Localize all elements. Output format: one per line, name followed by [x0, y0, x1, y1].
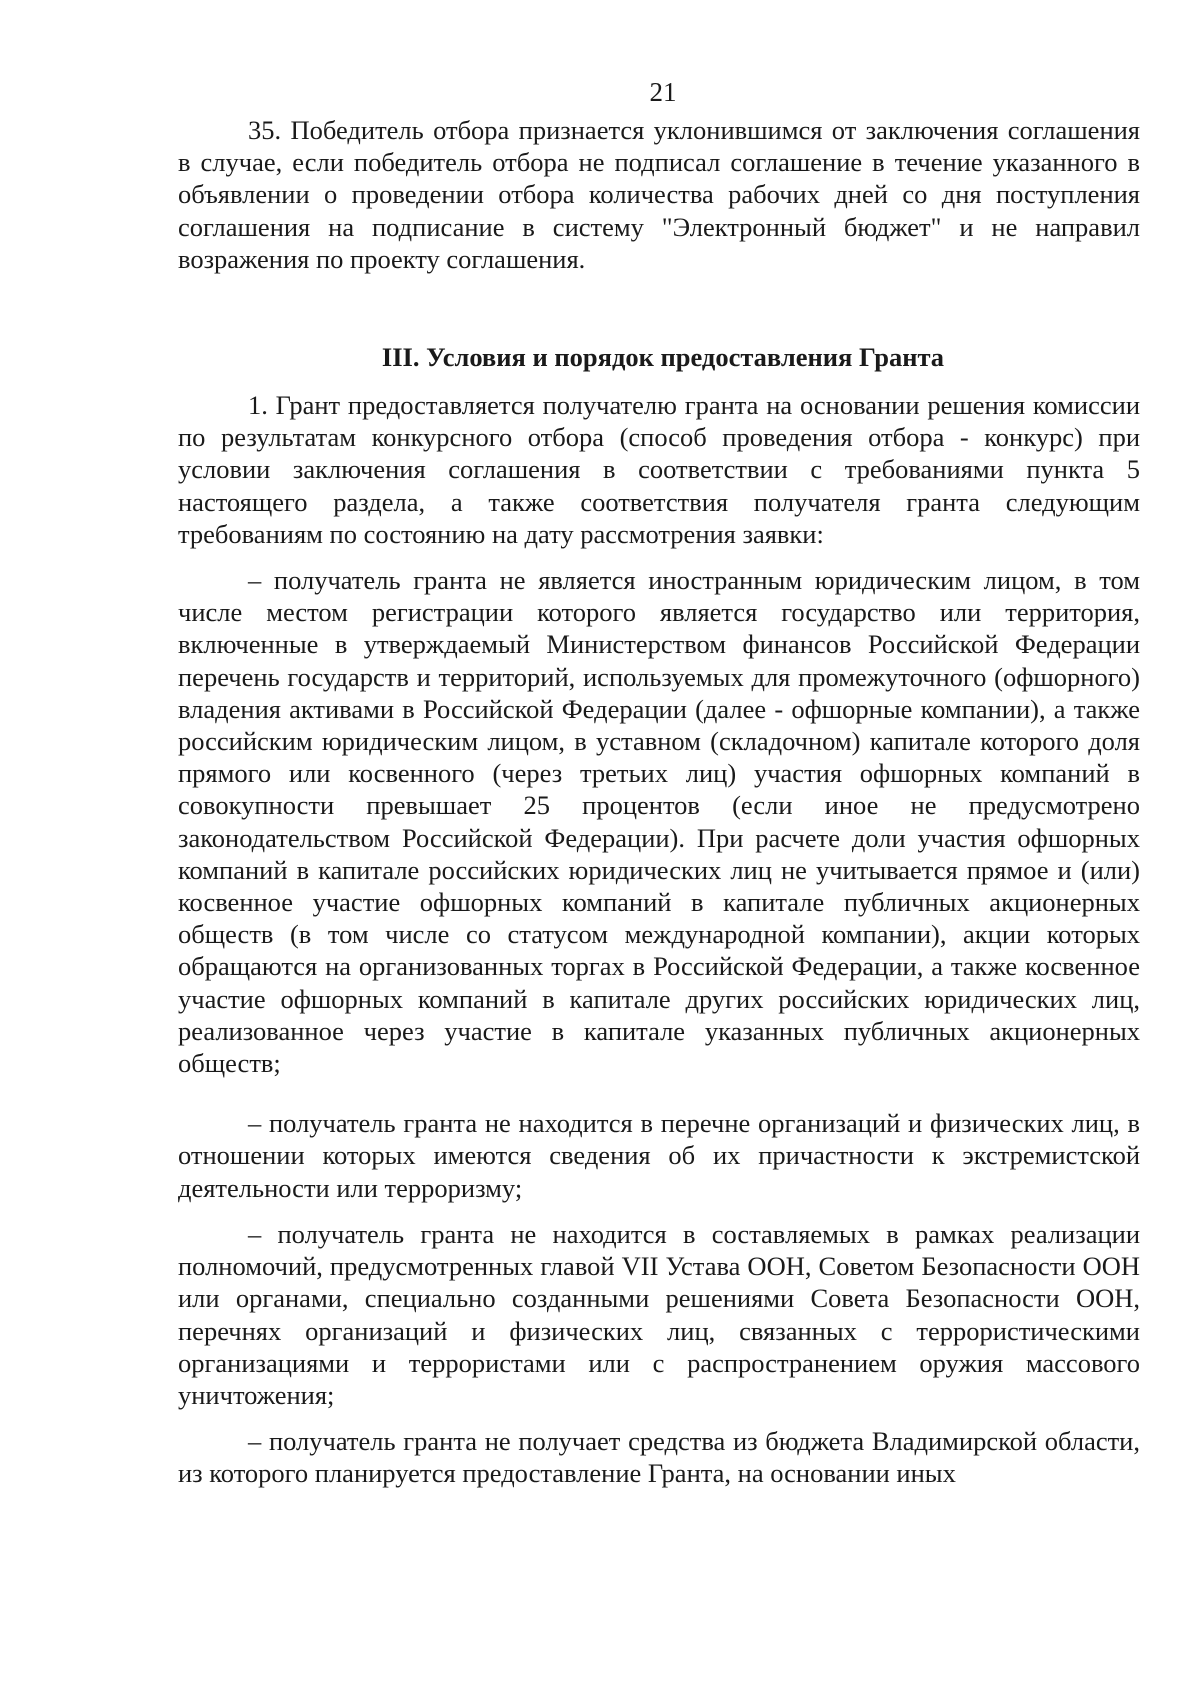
paragraph-1: 1. Грант предоставляется получателю гранта на основании решения комиссии по результатам конкурсного отбора (способ проведения отбора - конкурс) при условии заключения соглашения в соответствии с требованиями пункта 5 настоящего раздела, а также соответствия получателя гранта следующим требованиям по состоянию на дату рассмотрения заявки:: [178, 390, 1140, 549]
requirement-offshore: – получатель гранта не является иностранным юридическим лицом, в том числе местом регистрации которого является государство или территория, включенные в утверждаемый Министерством финансов Российской Федерации перечень государств и территорий, используемых для промежуточного (офшорного) владения активами в Российской Федерации (далее - офшорные компании), а также российским юридическим лицом, в уставном (складочном) капитале которого доля прямого или косвенного (через третьих лиц) участия офшорных компаний в совокупности превышает 25 процентов (если иное не предусмотрено законодательством Российской Федерации). При расчете доли участия офшорных компаний в капитале российских юридических лиц не учитывается прямое и (или) косвенное участие офшорных компаний в капитале публичных акционерных обществ (в том числе со статусом международной компании), акции которых обращаются на организованных торгах в Российской Федерации, а также косвенное участие офшорных компаний в капитале других российских юридических лиц, реализованное через участие в капитале указанных публичных акционерных обществ;: [178, 565, 1140, 1079]
section-title: III. Условия и порядок предоставления Гранта: [381, 342, 945, 373]
spacer: [178, 1079, 1140, 1107]
spacer: [178, 275, 1140, 341]
spacer: [178, 1411, 1140, 1425]
requirement-un-sanctions-list: – получатель гранта не находится в составляемых в рамках реализации полномочий, предусмотренных главой VII Устава ООН, Советом Безопасности ООН или органами, специально созданными решениями Совета Безопасности ООН, перечнях организаций и физических лиц, связанных с террористическими организациями и террористами или с распространением оружия массового уничтожения;: [178, 1218, 1140, 1410]
paragraph-35: 35. Победитель отбора признается уклонившимся от заключения соглашения в случае, если победитель отбора не подписал соглашение в течение указанного в объявлении о проведении отбора количества рабочих дней со дня поступления соглашения на подписание в систему "Электронный бюджет" и не направил возражения по проекту соглашения.: [178, 115, 1140, 274]
requirement-no-other-funding: – получатель гранта не получает средства из бюджета Владимирской области, из которого планируется предоставление Гранта, на основании иных: [178, 1426, 1140, 1489]
spacer: [178, 373, 1140, 389]
spacer: [178, 1204, 1140, 1218]
page-number: 21: [649, 77, 677, 107]
spacer: [178, 550, 1140, 564]
requirement-extremism-list: – получатель гранта не находится в перечне организаций и физических лиц, в отношении которых имеются сведения об их причастности к экстремистской деятельности или терроризму;: [178, 1108, 1140, 1203]
